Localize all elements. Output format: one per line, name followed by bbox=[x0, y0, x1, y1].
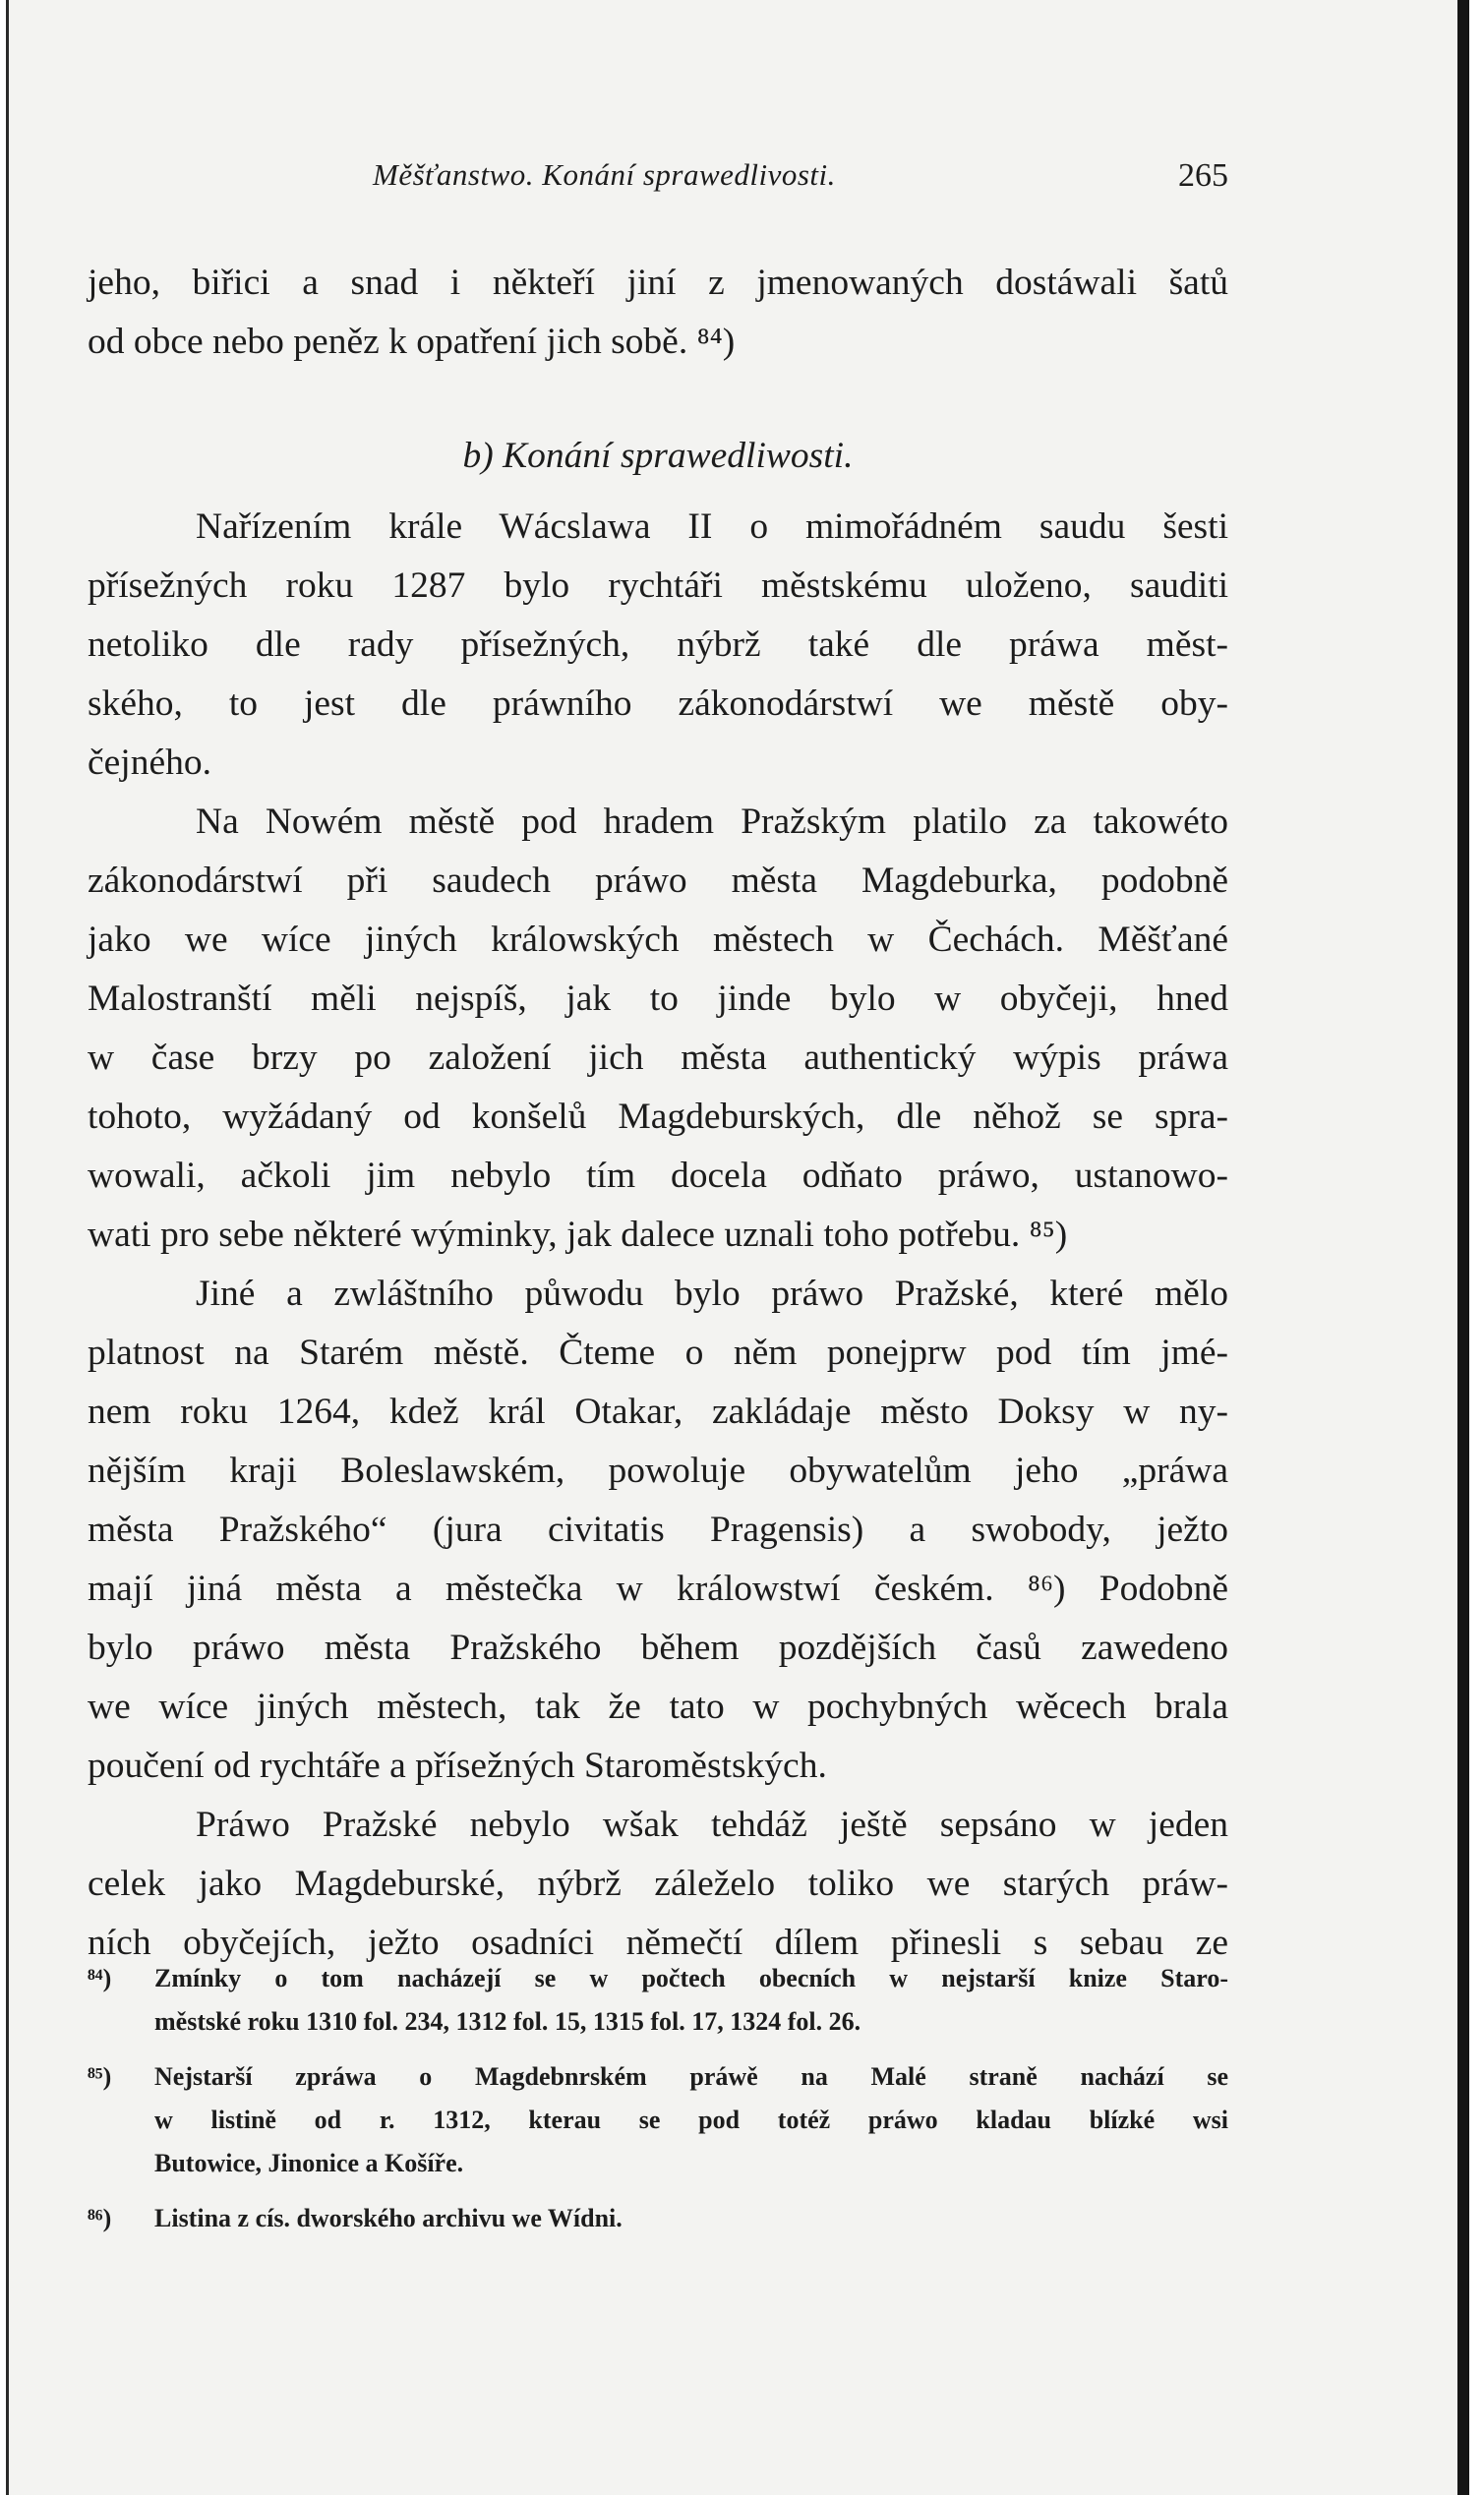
footnote-line: Butowice, Jinonice a Košíře. bbox=[154, 2149, 464, 2177]
page-number: 265 bbox=[1178, 157, 1228, 194]
footnotes bbox=[88, 1957, 1228, 2252]
text-line: tohoto, wyžádaný od konšelů Magdeburských, dle něhož se spra- bbox=[88, 1097, 1228, 1137]
text-line: Nařízením krále Wácslawa II o mimořádném saudu šesti bbox=[196, 506, 1228, 547]
text-line: města Pražského“ (jura civitatis Pragensis) a swobody, ježto bbox=[88, 1510, 1228, 1550]
text-line: platnost na Starém městě. Čteme o něm ponejprw pod tím jmé- bbox=[88, 1333, 1228, 1373]
text-line: ského, to jest dle práwního zákonodárstwí we městě oby- bbox=[88, 683, 1228, 724]
text-line: jeho, biřici a snad i někteří jiní z jmenowaných dostáwali šatů bbox=[88, 263, 1228, 303]
text-line: netoliko dle rady přísežných, nýbrž také dle práwa měst- bbox=[88, 624, 1228, 665]
text-line: přísežných roku 1287 bylo rychtáři městskému uloženo, sauditi bbox=[88, 565, 1228, 606]
footnote-line: městské roku 1310 fol. 234, 1312 fol. 15, 1315 fol. 17, 1324 fol. 26. bbox=[154, 2007, 861, 2036]
text-line: we wíce jiných městech, tak že tato w pochybných wěcech brala bbox=[88, 1687, 1228, 1727]
footnote-line: w listině od r. 1312, kterau se pod totéž práwo kladau blízké wsi bbox=[154, 2106, 1228, 2134]
text-line: nějším kraji Boleslawském, powoluje obywatelům jeho „práwa bbox=[88, 1451, 1228, 1491]
text-line: zákonodárstwí při saudech práwo města Magdeburka, podobně bbox=[88, 861, 1228, 901]
text-line: mají jiná města a městečka w králowstwí českém. ⁸⁶) Podobně bbox=[88, 1569, 1228, 1609]
text-line: celek jako Magdeburské, nýbrž záleželo toliko we starých práw- bbox=[88, 1864, 1228, 1904]
text-line: Na Nowém městě pod hradem Pražským platilo za takowéto bbox=[196, 802, 1228, 842]
footnote-line: Listina z cís. dworského archivu we Wídni. bbox=[154, 2204, 623, 2232]
page-header bbox=[88, 157, 1228, 205]
text-line: wati pro sebe některé wýminky, jak dalece uznali toho potřebu. ⁸⁵) bbox=[88, 1215, 1068, 1255]
footnote bbox=[88, 2055, 1228, 2185]
text-line: poučení od rychtáře a přísežných Staroměstských. bbox=[88, 1746, 827, 1786]
text-line: ních obyčejích, ježto osadníci němečtí dílem přinesli s sebau ze bbox=[88, 1923, 1228, 1963]
scanned-page bbox=[6, 0, 1469, 2495]
footnote-mark: ⁸⁵) bbox=[88, 2062, 112, 2091]
text-line: w čase brzy po založení jich města authentický wýpis práwa bbox=[88, 1038, 1228, 1078]
body-text bbox=[88, 254, 1228, 1973]
footnote bbox=[88, 2197, 1228, 2240]
text-line: Jiné a zwláštního půwodu bylo práwo Pražské, které mělo bbox=[196, 1274, 1228, 1314]
text-line: nem roku 1264, kdež král Otakar, zakládaje město Doksy w ny- bbox=[88, 1392, 1228, 1432]
footnote bbox=[88, 1957, 1228, 2044]
footnote-line: Nejstarší zpráwa o Magdebnrském práwě na Malé straně nachází se bbox=[154, 2062, 1228, 2091]
footnote-mark: ⁸⁶) bbox=[88, 2204, 112, 2232]
text-line: Malostranští měli nejspíš, jak to jinde bylo w obyčeji, hned bbox=[88, 979, 1228, 1019]
text-line: jako we wíce jiných králowských městech w Čechách. Měšťané bbox=[88, 920, 1228, 960]
footnote-mark: ⁸⁴) bbox=[88, 1964, 112, 1992]
running-head: Měšťanstwo. Konání sprawedlivosti. bbox=[373, 157, 836, 192]
section-title: b) Konání sprawedliwosti. bbox=[462, 436, 854, 476]
text-line: od obce nebo peněz k opatření jich sobě. ⁸⁴) bbox=[88, 322, 736, 362]
text-line: Práwo Pražské nebylo wšak tehdáž ještě sepsáno w jeden bbox=[196, 1805, 1228, 1845]
text-line: čejného. bbox=[88, 743, 211, 783]
text-line: bylo práwo města Pražského během pozdějších časů zawedeno bbox=[88, 1628, 1228, 1668]
footnote-line: Zmínky o tom nacházejí se w počtech obecních w nejstarší knize Staro- bbox=[154, 1964, 1228, 1992]
text-line: wowali, ačkoli jim nebylo tím docela odňato práwo, ustanowo- bbox=[88, 1156, 1228, 1196]
